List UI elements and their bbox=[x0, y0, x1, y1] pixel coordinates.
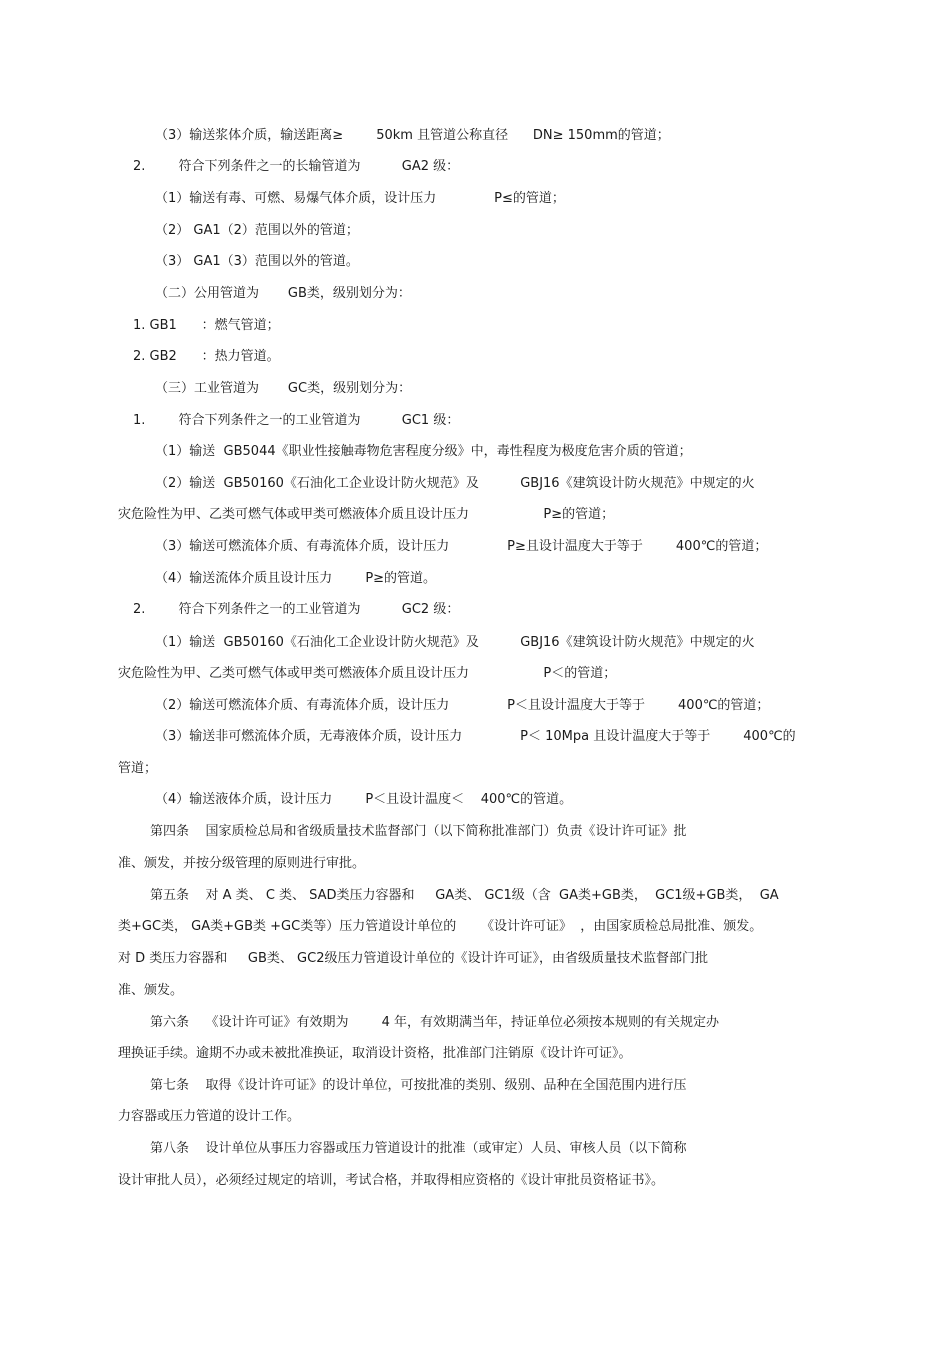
article-paragraph: 第五条 对 A 类、 C 类、 SAD类压力容器和 GA类、 GC1级（含 GA类+GB类， GC1级+GB类， GA bbox=[150, 888, 779, 903]
text-line: 对 D 类压力容器和 GB类、 GC2级压力管道设计单位的《设计许可证》，由省级质量技术监督部门批 bbox=[118, 951, 708, 966]
text-line: （3） GA1（3）范围以外的管道。 bbox=[155, 254, 359, 269]
section-heading: （二）公用管道为 GB类，级别划分为： bbox=[155, 286, 411, 301]
text-line: （2）输送可燃流体介质、有毒流体介质，设计压力 P＜且设计温度大于等于 400℃的管道； bbox=[155, 698, 770, 713]
article-paragraph: 第六条 《设计许可证》有效期为 4 年，有效期满当年，持证单位必须按本规则的有关规定办 bbox=[150, 1015, 719, 1030]
text-line: 管道； bbox=[118, 761, 158, 776]
text-line: （3）输送可燃流体介质、有毒流体介质，设计压力 P≥且设计温度大于等于 400℃的管道； bbox=[155, 539, 768, 554]
text-line: （1）输送 GB50160《石油化工企业设计防火规范》及 GBJ16《建筑设计防火规范》中规定的火 bbox=[155, 635, 755, 650]
text-line: （4）输送流体介质且设计压力 P≥的管道。 bbox=[155, 571, 437, 586]
section-heading: （三）工业管道为 GC类，级别划分为： bbox=[155, 381, 412, 396]
text-line: （3）输送非可燃流体介质，无毒液体介质，设计压力 P＜ 10Mpa 且设计温度大于等于 400℃的 bbox=[155, 729, 796, 744]
text-line: 准、颁发。 bbox=[118, 983, 184, 998]
article-paragraph: 第七条 取得《设计许可证》的设计单位，可按批准的类别、级别、品种在全国范围内进行压 bbox=[150, 1078, 687, 1093]
list-item: 2. 符合下列条件之一的工业管道为 GC2 级： bbox=[133, 602, 460, 617]
text-line: 灾危险性为甲、乙类可燃气体或甲类可燃液体介质且设计压力 P＜的管道； bbox=[118, 666, 617, 681]
list-item: 2. 符合下列条件之一的长输管道为 GA2 级： bbox=[133, 159, 460, 174]
list-item: 2. GB2 ：热力管道。 bbox=[133, 349, 280, 364]
list-item: 1. GB1 ：燃气管道； bbox=[133, 318, 280, 333]
article-paragraph: 第八条 设计单位从事压力容器或压力管道设计的批准（或审定）人员、审核人员（以下简称 bbox=[150, 1141, 687, 1156]
text-line: 准、颁发，并按分级管理的原则进行审批。 bbox=[118, 856, 366, 871]
text-line: 设计审批人员），必须经过规定的培训，考试合格，并取得相应资格的《设计审批员资格证书》。 bbox=[118, 1173, 665, 1188]
text-line: 理换证手续。逾期不办或未被批准换证，取消设计资格，批准部门注销原《设计许可证》。 bbox=[118, 1046, 632, 1061]
article-paragraph: 第四条 国家质检总局和省级质量技术监督部门（以下简称批准部门）负责《设计许可证》批 bbox=[150, 824, 687, 839]
text-line: （2）输送 GB50160《石油化工企业设计防火规范》及 GBJ16《建筑设计防火规范》中规定的火 bbox=[155, 476, 755, 491]
list-item: 1. 符合下列条件之一的工业管道为 GC1 级： bbox=[133, 413, 460, 428]
text-line: （1）输送 GB5044《职业性接触毒物危害程度分级》中，毒性程度为极度危害介质的管道； bbox=[155, 444, 692, 459]
text-line: （3）输送浆体介质，输送距离≥ 50km 且管道公称直径 DN≥ 150mm的管道； bbox=[155, 128, 670, 143]
text-line: （4）输送液体介质，设计压力 P＜且设计温度＜ 400℃的管道。 bbox=[155, 792, 573, 807]
text-line: （1）输送有毒、可燃、易爆气体介质，设计压力 P≤的管道； bbox=[155, 191, 565, 206]
text-line: 灾危险性为甲、乙类可燃气体或甲类可燃液体介质且设计压力 P≥的管道； bbox=[118, 507, 615, 522]
text-line: 力容器或压力管道的设计工作。 bbox=[118, 1109, 301, 1124]
text-line: 类+GC类， GA类+GB类 +GC类等）压力管道设计单位的 《设计许可证》 ，由国家质检总局批准、颁发。 bbox=[118, 919, 763, 934]
text-line: （2） GA1（2）范围以外的管道； bbox=[155, 223, 359, 238]
